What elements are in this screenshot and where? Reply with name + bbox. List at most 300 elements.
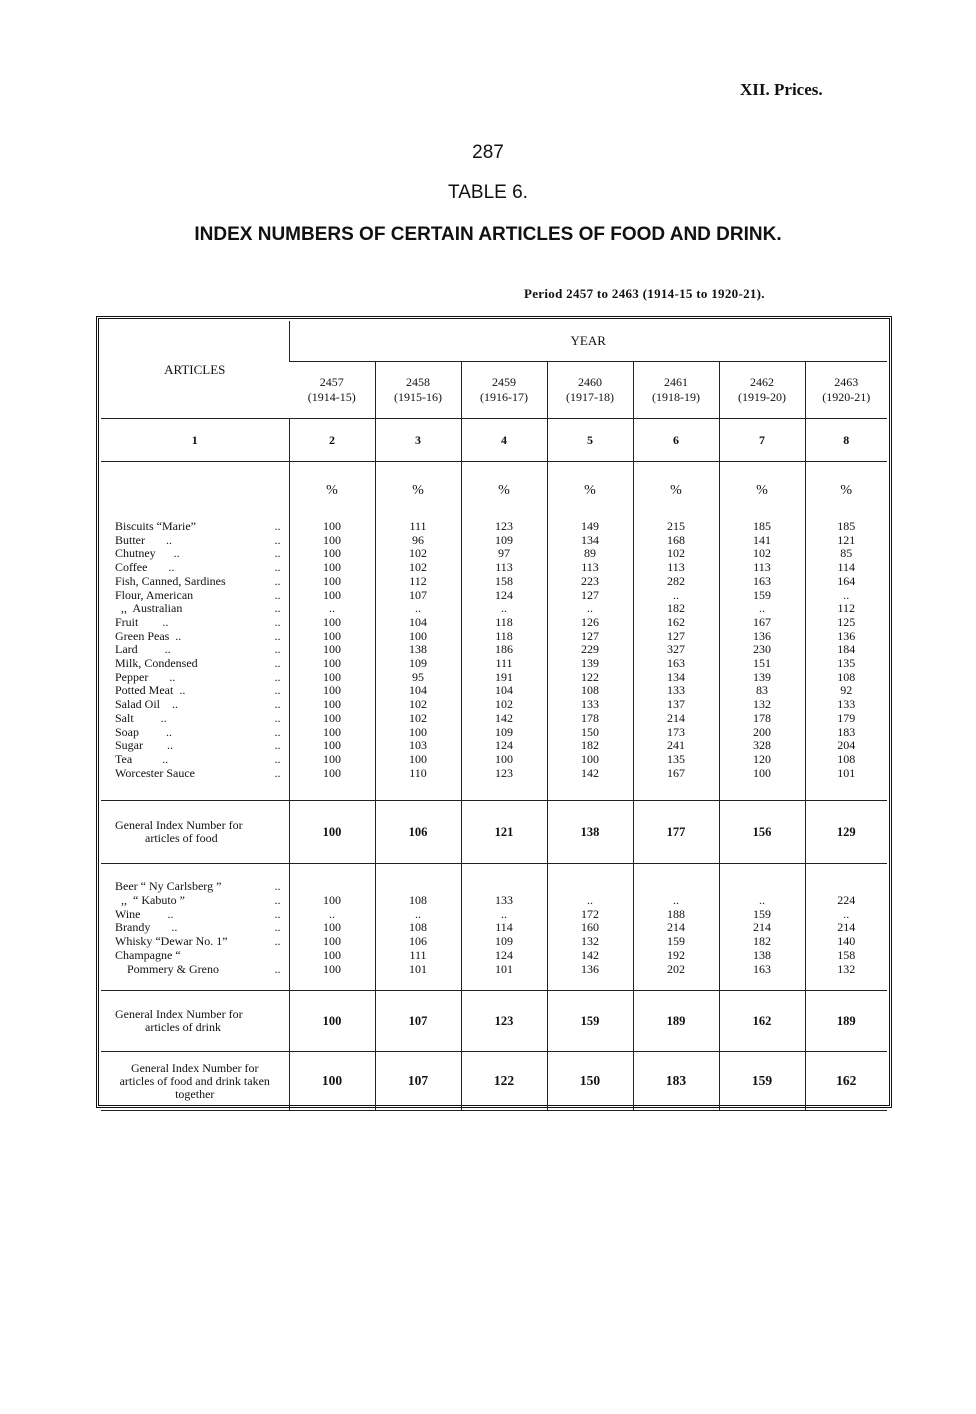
total-value: 122 — [461, 1052, 547, 1111]
total-value: 156 — [719, 801, 805, 864]
value-column — [289, 520, 375, 780]
article-label: Lard .. — [115, 642, 171, 657]
index-value: 139 — [753, 669, 771, 684]
index-value: 182 — [753, 934, 771, 949]
article-names — [101, 520, 289, 780]
index-value: 142 — [495, 710, 513, 725]
article-label: ,, Australian — [115, 601, 183, 616]
index-value: 162 — [667, 614, 685, 629]
value-column — [375, 520, 461, 780]
index-value: 214 — [667, 920, 685, 935]
index-value: 100 — [323, 642, 341, 657]
index-value: 114 — [837, 560, 856, 575]
percent-sign: % — [719, 462, 805, 521]
article-label: Flour, American — [115, 587, 194, 602]
index-value: 100 — [323, 656, 341, 671]
index-value: 102 — [409, 710, 427, 725]
article-name — [115, 684, 289, 698]
value-column — [461, 864, 547, 991]
article-label: Soap .. — [115, 724, 172, 739]
year-header — [461, 362, 547, 419]
index-value: 100 — [323, 683, 341, 698]
article-label: Green Peas .. — [115, 628, 182, 643]
value-column — [633, 864, 719, 991]
all-total-row — [101, 1052, 887, 1111]
value-column — [805, 864, 887, 991]
article-name — [115, 712, 289, 726]
leader-dots: .. — [274, 738, 281, 753]
article-label: Salt .. — [115, 710, 167, 725]
index-value: .. — [501, 906, 507, 921]
article-name — [115, 671, 289, 685]
index-value: .. — [415, 601, 421, 616]
index-value: .. — [415, 906, 421, 921]
total-value: 159 — [547, 991, 633, 1052]
index-value: 100 — [323, 710, 341, 725]
index-value: 158 — [495, 573, 513, 588]
article-label: Worcester Sauce — [115, 765, 195, 780]
index-value: 142 — [581, 765, 599, 780]
index-value: 135 — [667, 751, 685, 766]
index-value: .. — [673, 587, 679, 602]
total-value: 162 — [719, 991, 805, 1052]
percent-row — [101, 462, 887, 521]
index-value: 114 — [495, 920, 513, 935]
index-value: .. — [673, 893, 679, 908]
article-name — [115, 630, 289, 644]
index-value: 182 — [667, 601, 685, 616]
article-label: Biscuits “Marie” — [115, 519, 196, 533]
index-value: .. — [329, 601, 335, 616]
total-value: 107 — [375, 1052, 461, 1111]
index-value: 104 — [409, 614, 427, 629]
article-label: Champagne “ — [115, 947, 181, 962]
index-value: 83 — [756, 683, 768, 698]
index-value: 214 — [667, 710, 685, 725]
index-value: 100 — [323, 532, 341, 547]
leader-dots: .. — [274, 683, 281, 698]
index-value: 159 — [753, 587, 771, 602]
spacer-cell — [461, 780, 547, 801]
article-label: Butter .. — [115, 532, 172, 547]
index-value: 102 — [753, 546, 771, 561]
column-number: 8 — [805, 419, 887, 462]
article-name — [115, 935, 289, 949]
year-header — [805, 362, 887, 419]
index-value: .. — [501, 601, 507, 616]
index-value: 100 — [409, 724, 427, 739]
index-value: .. — [329, 906, 335, 921]
index-value: 136 — [837, 628, 856, 643]
index-value — [806, 880, 888, 894]
column-number: 2 — [289, 419, 375, 462]
index-value: 127 — [581, 587, 599, 602]
index-value: 192 — [667, 947, 685, 962]
index-value: 124 — [495, 947, 513, 962]
index-value: 118 — [495, 628, 513, 643]
year-range: (1918-19) — [652, 390, 700, 404]
index-value: 159 — [667, 934, 685, 949]
index-value: 126 — [581, 614, 599, 629]
index-value: 133 — [495, 893, 513, 908]
index-value: 202 — [667, 961, 685, 976]
total-value: 162 — [805, 1052, 887, 1111]
leader-dots: .. — [274, 879, 281, 894]
index-value: 95 — [412, 669, 424, 684]
index-value: 118 — [495, 614, 513, 629]
total-label-line: together — [175, 1086, 215, 1101]
index-value — [720, 880, 805, 894]
value-column — [547, 864, 633, 991]
index-value: 100 — [323, 765, 341, 780]
value-column — [289, 864, 375, 991]
article-name — [115, 921, 289, 935]
total-value: 100 — [289, 991, 375, 1052]
index-value: 140 — [837, 934, 856, 949]
index-value: 123 — [495, 765, 513, 780]
index-value: 100 — [323, 961, 341, 976]
index-value: 102 — [495, 697, 513, 712]
index-value: 167 — [667, 765, 685, 780]
index-value: 185 — [753, 519, 771, 533]
index-value: 241 — [667, 738, 685, 753]
percent-sign: % — [289, 462, 375, 521]
column-number: 6 — [633, 419, 719, 462]
index-value: 102 — [409, 697, 427, 712]
index-value: 102 — [409, 560, 427, 575]
leader-dots: .. — [274, 587, 281, 602]
total-value: 189 — [805, 991, 887, 1052]
total-value: 177 — [633, 801, 719, 864]
total-label — [101, 1052, 289, 1111]
index-value: 112 — [409, 573, 427, 588]
food-articles-block — [101, 520, 887, 780]
index-value: 108 — [837, 669, 856, 684]
index-value: 124 — [495, 587, 513, 602]
table-title: TABLE 6. — [448, 182, 528, 203]
article-name — [115, 963, 289, 977]
article-name — [115, 657, 289, 671]
percent-sign: % — [547, 462, 633, 521]
total-label — [101, 801, 289, 864]
index-value: 164 — [837, 573, 856, 588]
total-value: 159 — [719, 1052, 805, 1111]
leader-dots: .. — [274, 961, 281, 976]
index-value: 100 — [323, 724, 341, 739]
index-value: 191 — [495, 669, 513, 684]
value-column — [805, 520, 887, 780]
leader-dots: .. — [274, 546, 281, 561]
index-value: 113 — [581, 560, 599, 575]
value-column — [719, 520, 805, 780]
total-value: 138 — [547, 801, 633, 864]
index-value: 133 — [837, 697, 856, 712]
index-value: 96 — [412, 532, 424, 547]
index-table — [101, 321, 887, 1111]
index-value: 100 — [323, 614, 341, 629]
index-value: 112 — [837, 601, 856, 616]
year-header — [547, 362, 633, 419]
total-label-line: General Index Number for — [115, 1006, 243, 1021]
column-number: 7 — [719, 419, 805, 462]
leader-dots: .. — [274, 656, 281, 671]
index-value: 132 — [581, 934, 599, 949]
article-name — [115, 698, 289, 712]
article-label: Pepper .. — [115, 669, 176, 684]
percent-sign: % — [805, 462, 887, 521]
index-value: 100 — [753, 765, 771, 780]
index-value: 102 — [409, 546, 427, 561]
index-value: 100 — [323, 947, 341, 962]
article-name — [115, 534, 289, 548]
article-name — [115, 880, 289, 894]
index-value: 137 — [667, 697, 685, 712]
index-value: 163 — [667, 656, 685, 671]
index-value: 132 — [837, 961, 856, 976]
total-label-line: articles of drink — [145, 1020, 221, 1035]
index-value: .. — [843, 587, 850, 602]
index-value: 109 — [409, 656, 427, 671]
index-value: 178 — [753, 710, 771, 725]
index-value: 101 — [409, 961, 427, 976]
index-value: 159 — [753, 906, 771, 921]
index-value: 108 — [409, 893, 427, 908]
year-heading: YEAR — [289, 321, 887, 362]
index-value: 113 — [495, 560, 513, 575]
leader-dots: .. — [274, 642, 281, 657]
food-total-row — [101, 801, 887, 864]
index-value: 230 — [753, 642, 771, 657]
article-name — [115, 949, 289, 963]
index-value: 125 — [837, 614, 856, 629]
year-header — [289, 362, 375, 419]
index-value: 186 — [495, 642, 513, 657]
index-value: .. — [759, 893, 765, 908]
index-value: 101 — [837, 765, 856, 780]
index-value: 109 — [495, 532, 513, 547]
index-value: 100 — [323, 546, 341, 561]
index-value: 223 — [581, 573, 599, 588]
index-value: 109 — [495, 934, 513, 949]
index-value: 97 — [498, 546, 510, 561]
index-value — [634, 880, 719, 894]
article-name — [115, 547, 289, 561]
index-value: 167 — [753, 614, 771, 629]
article-label: ,, “ Kabuto ” — [115, 893, 185, 908]
index-value: 183 — [837, 724, 856, 739]
value-column — [375, 864, 461, 991]
year-number: 2461 — [664, 375, 688, 389]
spacer-cell — [633, 780, 719, 801]
spacer-cell — [547, 780, 633, 801]
index-value: 138 — [753, 947, 771, 962]
index-value: 134 — [667, 669, 685, 684]
spacer-cell — [805, 780, 887, 801]
leader-dots: .. — [274, 920, 281, 935]
index-value: 133 — [581, 697, 599, 712]
leader-dots: .. — [274, 614, 281, 629]
year-range: (1919-20) — [738, 390, 786, 404]
index-value: 134 — [581, 532, 599, 547]
leader-dots: .. — [274, 573, 281, 588]
index-value: 133 — [667, 683, 685, 698]
index-value: 163 — [753, 573, 771, 588]
article-name — [115, 643, 289, 657]
leader-dots: .. — [274, 601, 281, 616]
index-value: 141 — [753, 532, 771, 547]
leader-dots: .. — [274, 724, 281, 739]
article-name — [115, 726, 289, 740]
year-header — [375, 362, 461, 419]
index-value: 168 — [667, 532, 685, 547]
article-names — [101, 864, 289, 991]
index-value: 136 — [753, 628, 771, 643]
blank-cell — [101, 462, 289, 521]
index-value: 100 — [323, 934, 341, 949]
index-value: 214 — [753, 920, 771, 935]
article-label: Sugar .. — [115, 738, 173, 753]
total-value: 100 — [289, 1052, 375, 1111]
index-value: 179 — [837, 710, 856, 725]
index-value: 224 — [837, 893, 856, 908]
value-column — [633, 520, 719, 780]
index-value: 100 — [323, 920, 341, 935]
total-value: 123 — [461, 991, 547, 1052]
year-range: (1914-15) — [307, 390, 356, 404]
index-value: 100 — [323, 587, 341, 602]
article-label: Beer “ Ny Carlsberg ” — [115, 879, 222, 894]
index-value: 328 — [753, 738, 771, 753]
index-value: 108 — [581, 683, 599, 698]
spacer-row — [101, 780, 887, 801]
index-value: 127 — [667, 628, 685, 643]
column-number: 3 — [375, 419, 461, 462]
article-label: Wine .. — [115, 906, 174, 921]
article-label: Pommery & Greno — [115, 961, 219, 976]
index-value: 204 — [837, 738, 856, 753]
leader-dots: .. — [274, 751, 281, 766]
leader-dots: .. — [274, 519, 281, 533]
year-number: 2459 — [492, 375, 516, 389]
column-number: 4 — [461, 419, 547, 462]
index-value: 178 — [581, 710, 599, 725]
year-range: (1917-18) — [566, 390, 614, 404]
index-value: 100 — [323, 519, 341, 533]
index-value: 182 — [581, 738, 599, 753]
index-value: 100 — [323, 751, 341, 766]
index-value: 100 — [323, 560, 341, 575]
index-value: 139 — [581, 656, 599, 671]
index-value: 184 — [837, 642, 856, 657]
index-value: 107 — [409, 587, 427, 602]
section-heading: XII. Prices. — [740, 80, 823, 99]
index-value: 108 — [837, 751, 856, 766]
total-value: 106 — [375, 801, 461, 864]
leader-dots: .. — [274, 669, 281, 684]
index-value: 172 — [581, 906, 599, 921]
total-value: 121 — [461, 801, 547, 864]
total-value: 129 — [805, 801, 887, 864]
index-value: 135 — [837, 656, 856, 671]
total-label — [101, 991, 289, 1052]
article-label: Tea .. — [115, 751, 169, 766]
index-value: 111 — [409, 947, 427, 962]
index-value: 100 — [495, 751, 513, 766]
index-value: 100 — [323, 893, 341, 908]
year-range: (1920-21) — [822, 390, 871, 404]
index-value: 85 — [840, 546, 853, 561]
article-label: Coffee .. — [115, 560, 175, 575]
index-value: 138 — [409, 642, 427, 657]
period-note: Period 2457 to 2463 (1914-15 to 1920-21). — [524, 286, 765, 301]
index-value: 124 — [495, 738, 513, 753]
index-value: 327 — [667, 642, 685, 657]
table-subtitle: INDEX NUMBERS OF CERTAIN ARTICLES OF FOOD AND DRINK. — [194, 224, 782, 245]
index-value: 215 — [667, 519, 685, 533]
article-label: Fish, Canned, Sardines — [115, 573, 226, 588]
index-value — [376, 880, 461, 894]
index-value: 123 — [495, 519, 513, 533]
index-value: 150 — [581, 724, 599, 739]
index-value: 173 — [667, 724, 685, 739]
index-value: 127 — [581, 628, 599, 643]
index-value: 108 — [409, 920, 427, 935]
index-value: .. — [587, 893, 593, 908]
spacer-cell — [289, 780, 375, 801]
value-column — [719, 864, 805, 991]
index-value: .. — [587, 601, 593, 616]
column-number: 1 — [101, 419, 289, 462]
index-value: 111 — [409, 519, 427, 533]
article-label: Milk, Condensed — [115, 656, 198, 671]
index-value: 100 — [323, 738, 341, 753]
leader-dots: .. — [274, 628, 281, 643]
total-value: 150 — [547, 1052, 633, 1111]
index-value: 100 — [323, 573, 341, 588]
article-name — [115, 894, 289, 908]
index-value: 100 — [409, 751, 427, 766]
index-value: 122 — [581, 669, 599, 684]
value-column — [547, 520, 633, 780]
index-value: 110 — [409, 765, 427, 780]
index-value: 158 — [837, 947, 856, 962]
total-label-line: General Index Number for — [115, 817, 243, 832]
index-value: 163 — [753, 961, 771, 976]
percent-sign: % — [375, 462, 461, 521]
index-value: 113 — [753, 560, 771, 575]
index-value: 160 — [581, 920, 599, 935]
index-value: 200 — [753, 724, 771, 739]
index-value: 149 — [581, 519, 599, 533]
drink-articles-block — [101, 864, 887, 991]
index-value: 151 — [753, 656, 771, 671]
index-value — [462, 880, 547, 894]
index-value: 120 — [753, 751, 771, 766]
year-number: 2457 — [319, 375, 344, 389]
index-value: 136 — [581, 961, 599, 976]
total-value: 107 — [375, 991, 461, 1052]
article-label: Salad Oil .. — [115, 697, 178, 712]
index-value: 104 — [409, 683, 427, 698]
index-value: 214 — [837, 920, 856, 935]
year-number: 2462 — [750, 375, 774, 389]
total-label-line: General Index Number for — [130, 1060, 259, 1075]
index-value: 229 — [581, 642, 599, 657]
total-label-line: articles of food — [145, 831, 218, 846]
article-name — [115, 908, 289, 922]
index-value: 92 — [840, 683, 853, 698]
value-column — [461, 520, 547, 780]
